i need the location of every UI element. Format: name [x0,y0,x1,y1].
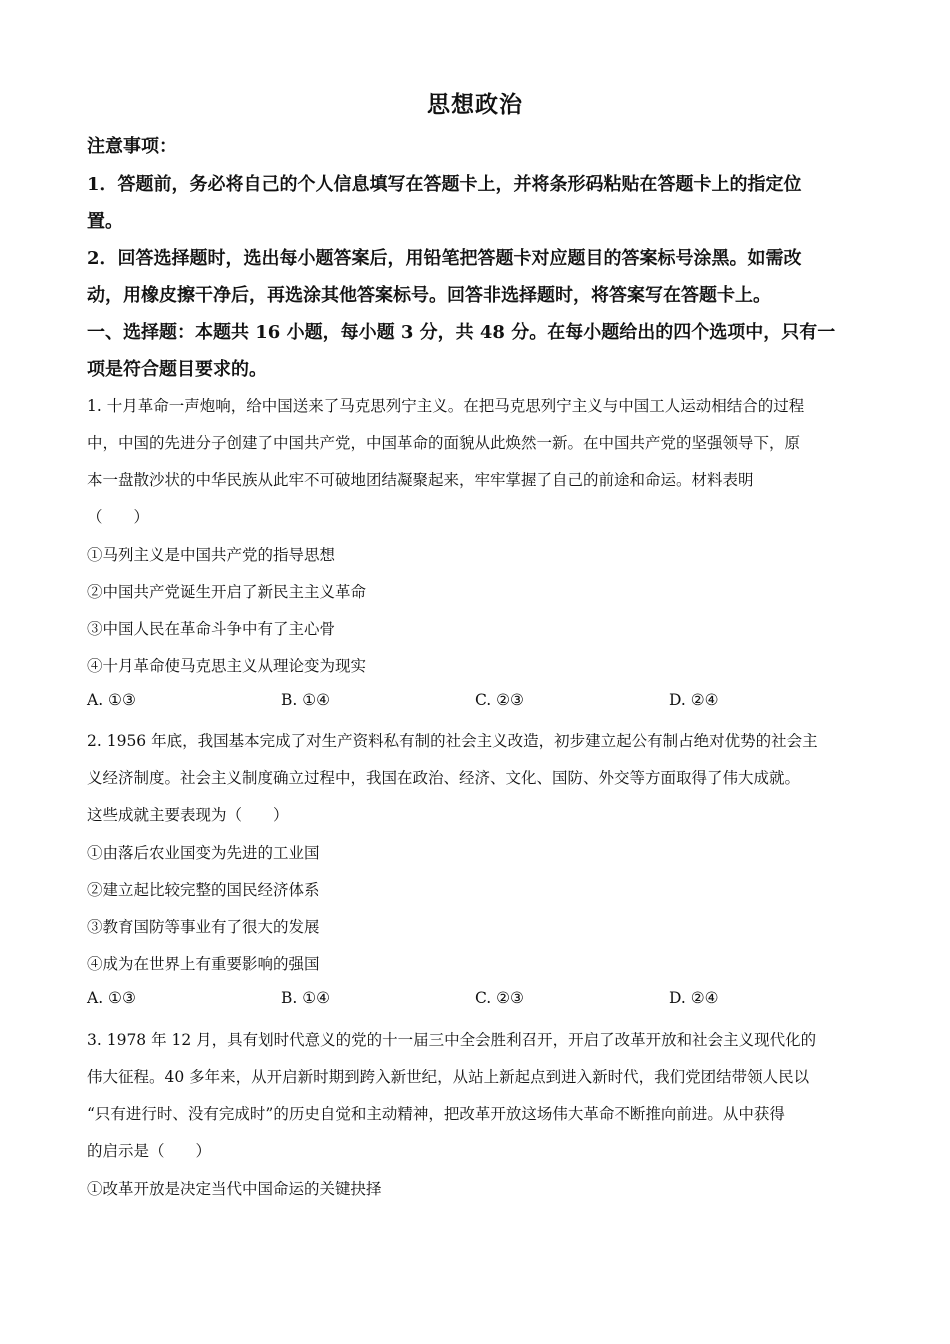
question-2-statement: ④成为在世界上有重要影响的强国 [87,955,320,973]
option-d: D. ②④ [669,989,719,1007]
option-b: B. ①④ [281,989,331,1007]
question-2-stem: 2. 1956 年底，我国基本完成了对生产资料私有制的社会主义改造，初步建立起公有制占绝对优势的社会主 [87,732,818,750]
question-2-stem: 义经济制度。社会主义制度确立过程中，我国在政治、经济、文化、国防、外交等方面取得了伟大成就。 [87,769,801,787]
section-heading-cont: 项是符合题目要求的。 [87,359,267,380]
question-1-statement: ④十月革命使马克思主义从理论变为现实 [87,657,367,675]
question-1-answer-blank: （ ） [87,508,150,526]
notes-item-1: 1．答题前，务必将自己的个人信息填写在答题卡上，并将条形码粘贴在答题卡上的指定位 [87,174,802,195]
option-b: B. ①④ [281,691,331,709]
notes-item-1-cont: 置。 [87,211,123,232]
question-1-statement: ②中国共产党诞生开启了新民主主义革命 [87,583,367,601]
question-3-stem: 伟大征程。40 多年来，从开启新时期到跨入新世纪，从站上新起点到进入新时代，我们党团结带领人民以 [87,1068,810,1086]
question-1-statement: ①马列主义是中国共产党的指导思想 [87,546,336,564]
notes-item-2-cont: 动，用橡皮擦干净后，再选涂其他答案标号。回答非选择题时，将答案写在答题卡上。 [87,285,771,306]
question-2-statement: ①由落后农业国变为先进的工业国 [87,844,320,862]
question-3-stem: 3. 1978 年 12 月，具有划时代意义的党的十一届三中全会胜利召开，开启了改革开放和社会主义现代化的 [87,1031,817,1049]
question-1-statement: ③中国人民在革命斗争中有了主心骨 [87,620,336,638]
question-3-stem: “只有进行时、没有完成时”的历史自觉和主动精神，把改革开放这场伟大革命不断推向前进。从中获得 [87,1105,785,1123]
question-2-options [87,989,847,1011]
option-d: D. ②④ [669,691,719,709]
notes-item-2: 2．回答选择题时，选出每小题答案后，用铅笔把答题卡对应题目的答案标号涂黑。如需改 [87,248,802,269]
notes-heading: 注意事项： [87,136,177,157]
question-3-statement: ①改革开放是决定当代中国命运的关键抉择 [87,1180,382,1198]
option-c: C. ②③ [475,989,524,1007]
question-1-stem: 本一盘散沙状的中华民族从此牢不可破地团结凝聚起来，牢牢掌握了自己的前途和命运。材料表明 [87,471,754,489]
question-1-stem: 中，中国的先进分子创建了中国共产党，中国革命的面貌从此焕然一新。在中国共产党的坚强领导下，原 [87,434,801,452]
question-1-options [87,691,847,713]
question-2-statement: ②建立起比较完整的国民经济体系 [87,881,320,899]
question-2-stem: 这些成就主要表现为（ ） [87,806,289,824]
question-3-stem: 的启示是（ ） [87,1142,212,1160]
question-2-statement: ③教育国防等事业有了很大的发展 [87,918,320,936]
page-title: 思想政治 [427,91,523,118]
question-1-stem: 1. 十月革命一声炮响，给中国送来了马克思列宁主义。在把马克思列宁主义与中国工人运动相结合的过程 [87,397,805,415]
option-a: A. ①③ [87,989,136,1007]
section-heading: 一、选择题：本题共 16 小题，每小题 3 分，共 48 分。在每小题给出的四个选项中，只有一 [87,322,836,343]
option-a: A. ①③ [87,691,136,709]
option-c: C. ②③ [475,691,524,709]
